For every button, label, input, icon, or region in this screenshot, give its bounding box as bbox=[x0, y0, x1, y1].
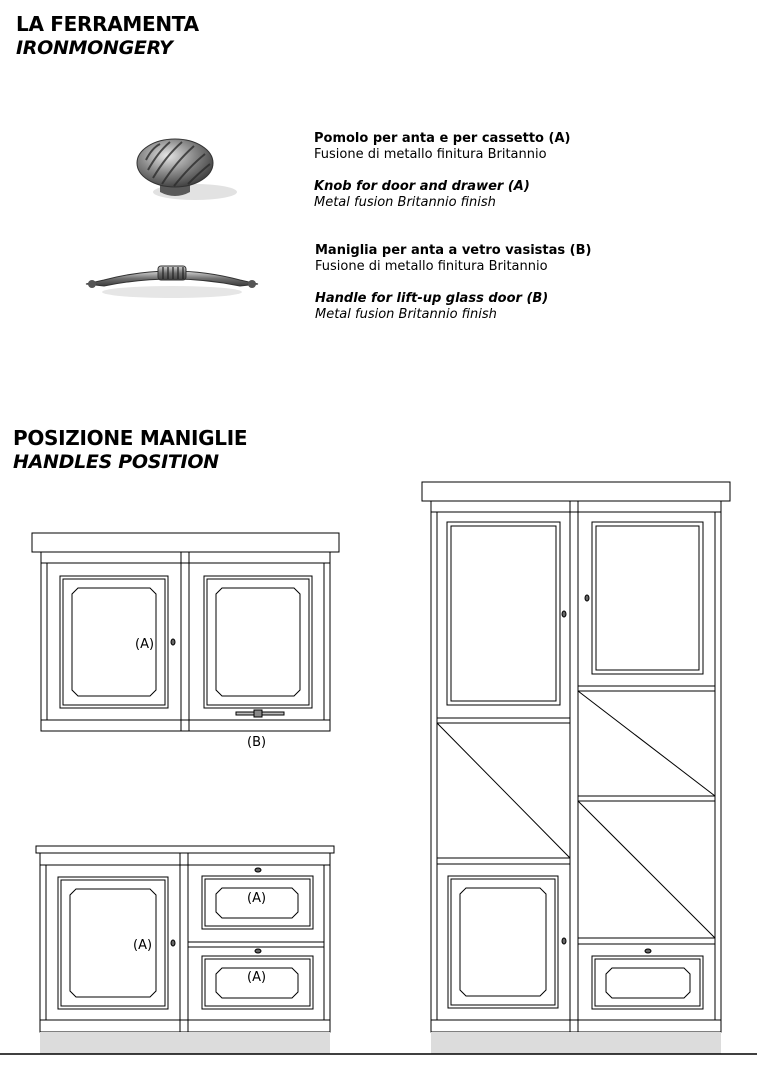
ironmongery-title-en: IRONMONGERY bbox=[16, 37, 173, 59]
base-cabinet-door-label: (A) bbox=[133, 938, 153, 953]
base-cabinet-drawer1-label: (A) bbox=[247, 891, 267, 906]
wall-cabinet-drawing bbox=[32, 533, 339, 731]
tall-left-door-knob-icon bbox=[562, 938, 566, 944]
wall-knob-icon bbox=[171, 639, 175, 645]
handles-position-title-it: POSIZIONE MANIGLIE bbox=[13, 426, 248, 450]
base-cabinet-drawer2-label: (A) bbox=[247, 970, 267, 985]
tall-left-glass-knob-icon bbox=[562, 611, 566, 617]
drawer1-knob-icon bbox=[255, 868, 261, 872]
drawer2-knob-icon bbox=[255, 949, 261, 953]
tall-drawer-knob-icon bbox=[645, 949, 651, 953]
base-cabinet-drawing bbox=[36, 846, 334, 1032]
base-door-knob-icon bbox=[171, 940, 175, 946]
tall-cabinet-drawing bbox=[422, 482, 730, 1032]
wall-cabinet-label-a: (A) bbox=[135, 637, 155, 652]
ironmongery-title-it: LA FERRAMENTA bbox=[16, 12, 199, 36]
knob-desc-it: Fusione di metallo finitura Britannio bbox=[314, 147, 547, 162]
handle-title-en: Handle for lift-up glass door (B) bbox=[315, 291, 549, 306]
tall-right-glass-knob-icon bbox=[585, 595, 589, 601]
wall-cabinet-label-b: (B) bbox=[247, 735, 267, 750]
knob-desc-en: Metal fusion Britannio finish bbox=[314, 195, 496, 210]
knob-title-it: Pomolo per anta e per cassetto (A) bbox=[314, 131, 571, 146]
knob-title-en: Knob for door and drawer (A) bbox=[314, 179, 530, 194]
handle-desc-en: Metal fusion Britannio finish bbox=[315, 307, 497, 322]
handle-title-it: Maniglia per anta a vetro vasistas (B) bbox=[315, 243, 592, 258]
handles-position-title-en: HANDLES POSITION bbox=[13, 451, 219, 473]
handle-desc-it: Fusione di metallo finitura Britannio bbox=[315, 259, 548, 274]
